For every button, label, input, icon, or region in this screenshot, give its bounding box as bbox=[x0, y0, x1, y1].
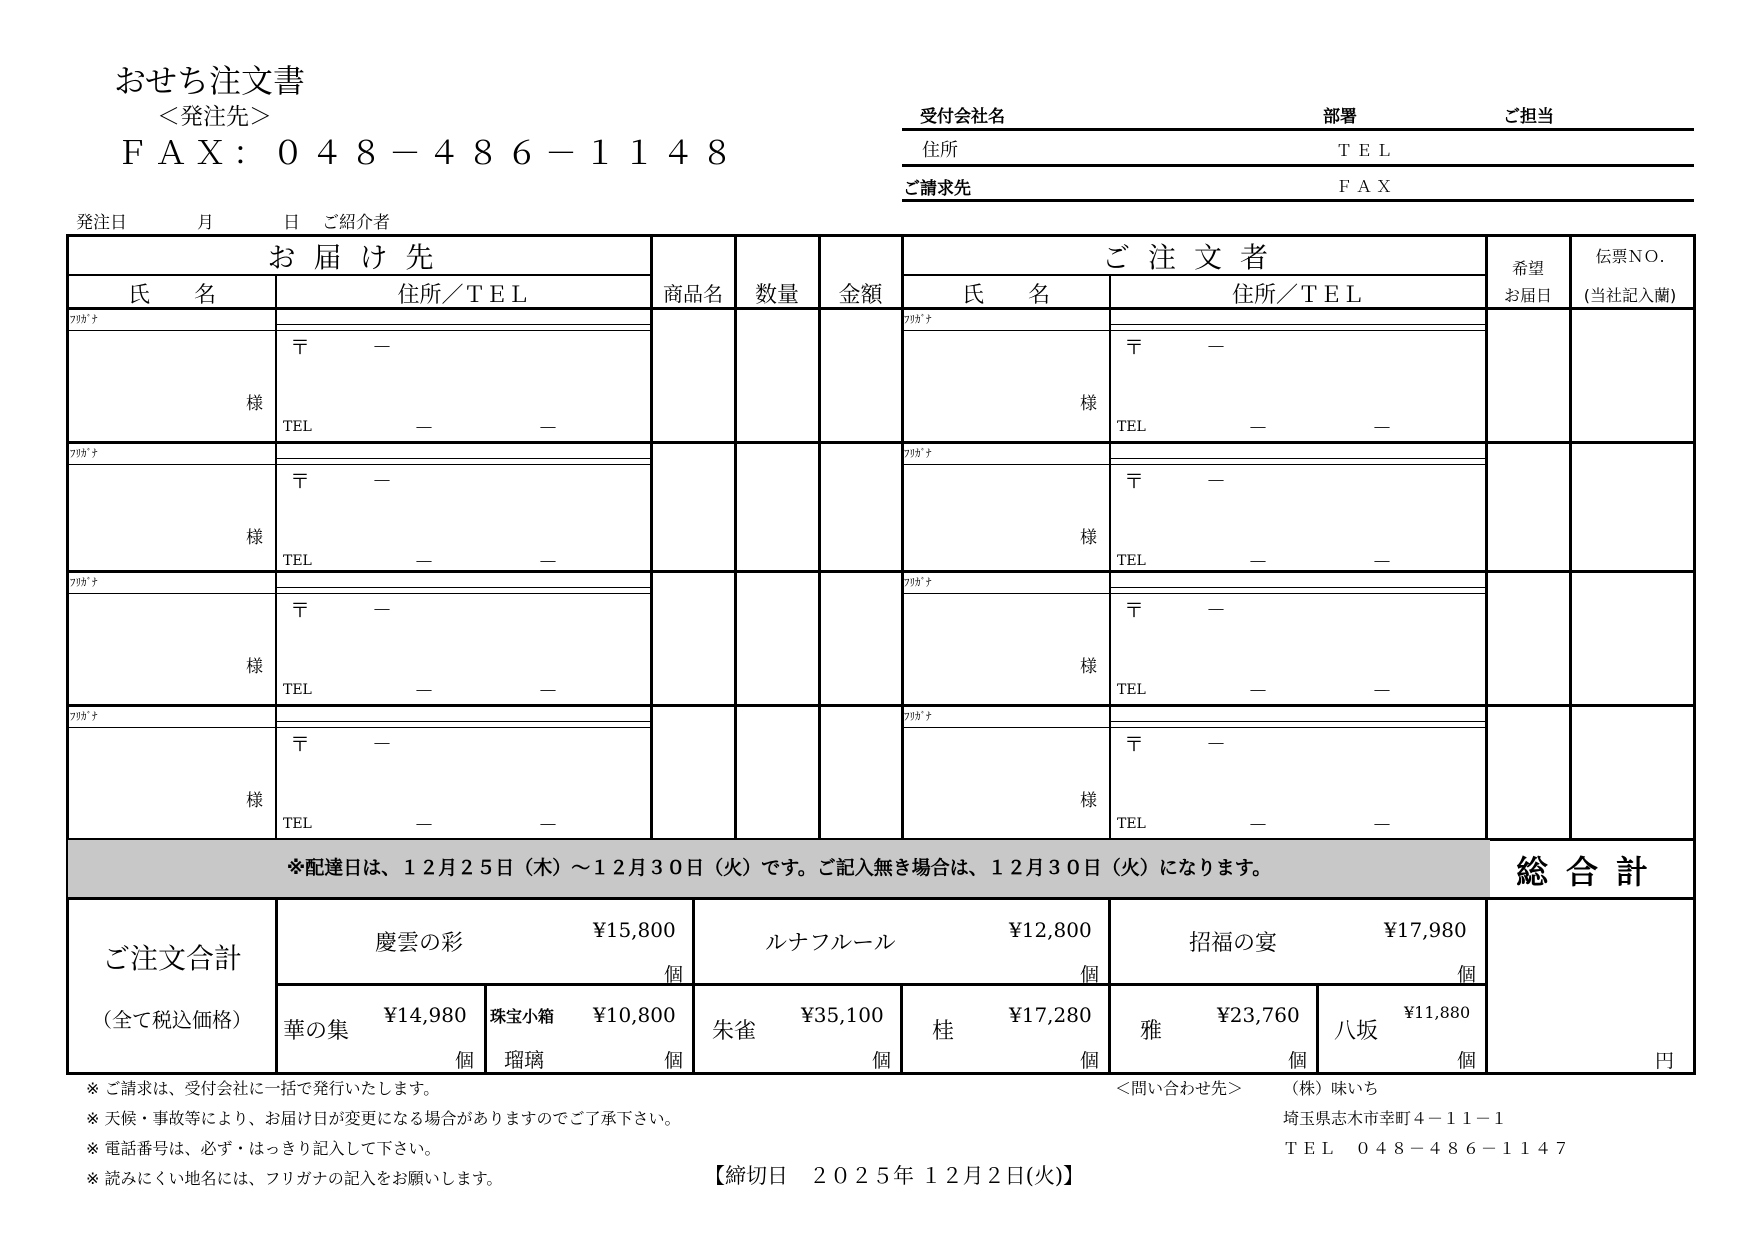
postal-mark: 〒 bbox=[1124, 335, 1144, 359]
desired-date-label-2: お届日 bbox=[1503, 286, 1552, 305]
receiver-fax-label: ＦＡＸ bbox=[1336, 177, 1397, 196]
day-label: 日 bbox=[283, 213, 300, 233]
table-line bbox=[277, 727, 650, 728]
unit-label: 個 bbox=[1288, 1050, 1308, 1072]
tel-dash: － bbox=[538, 416, 558, 440]
honorific-label: 様 bbox=[246, 791, 263, 811]
unit-label: 個 bbox=[1457, 1050, 1477, 1072]
product-name: 華の集 bbox=[283, 1019, 350, 1044]
orderer-address-tel-label: 住所／ＴＥＬ bbox=[1231, 283, 1364, 308]
product-price: ¥15,800 bbox=[593, 918, 676, 942]
tel-dash: － bbox=[1372, 813, 1392, 837]
table-line bbox=[1111, 464, 1485, 465]
footnote: ※ 天候・事故等により、お届け日が変更になる場合がありますのでご了承下さい。 bbox=[86, 1109, 681, 1128]
postal-dash: － bbox=[1206, 335, 1226, 359]
unit-label: 個 bbox=[1080, 1050, 1100, 1072]
table-line bbox=[650, 234, 653, 838]
table-line bbox=[277, 458, 650, 459]
destination-label: ＜発注先＞ bbox=[157, 104, 272, 130]
furigana-label: ﾌﾘｶﾞﾅ bbox=[70, 576, 98, 589]
divider bbox=[902, 128, 1694, 131]
table-line bbox=[1693, 234, 1696, 1075]
postal-mark: 〒 bbox=[290, 598, 310, 622]
furigana-label: ﾌﾘｶﾞﾅ bbox=[904, 710, 932, 723]
order-total-label: ご注文合計 bbox=[101, 942, 242, 975]
table-line bbox=[277, 330, 650, 331]
postal-mark: 〒 bbox=[1124, 469, 1144, 493]
tel-label: TEL bbox=[1117, 816, 1146, 832]
unit-label: 個 bbox=[455, 1050, 475, 1072]
postal-dash: － bbox=[372, 335, 392, 359]
product-name: 慶雲の彩 bbox=[375, 931, 464, 956]
month-label: 月 bbox=[197, 213, 214, 233]
page-title: おせち注文書 bbox=[114, 62, 306, 100]
postal-mark: 〒 bbox=[290, 732, 310, 756]
product-price: ¥17,280 bbox=[1009, 1003, 1092, 1027]
table-line bbox=[69, 727, 275, 728]
quantity-label: 数量 bbox=[754, 283, 799, 308]
product-name: 朱雀 bbox=[712, 1019, 757, 1044]
product-name: 八坂 bbox=[1334, 1019, 1379, 1044]
table-line bbox=[734, 234, 737, 838]
table-line bbox=[1485, 234, 1488, 838]
honorific-label: 様 bbox=[246, 394, 263, 414]
table-line bbox=[275, 983, 1485, 986]
tel-dash: － bbox=[414, 679, 434, 703]
product-price: ¥35,100 bbox=[801, 1003, 884, 1027]
postal-mark: 〒 bbox=[290, 335, 310, 359]
table-line bbox=[277, 587, 650, 588]
tel-dash: － bbox=[538, 550, 558, 574]
product-name: ルナフルール bbox=[765, 931, 896, 956]
postal-mark: 〒 bbox=[1124, 732, 1144, 756]
tel-label: TEL bbox=[1117, 553, 1146, 569]
product-name-2: 瑠璃 bbox=[504, 1048, 544, 1072]
honorific-label: 様 bbox=[246, 657, 263, 677]
table-line bbox=[1111, 330, 1485, 331]
postal-dash: － bbox=[372, 732, 392, 756]
postal-mark: 〒 bbox=[1124, 598, 1144, 622]
furigana-label: ﾌﾘｶﾞﾅ bbox=[904, 576, 932, 589]
tel-dash: － bbox=[1248, 550, 1268, 574]
honorific-label: 様 bbox=[1080, 528, 1097, 548]
grand-total-label: 総合計 bbox=[1515, 853, 1666, 891]
table-line bbox=[1111, 324, 1485, 325]
divider bbox=[902, 199, 1694, 202]
table-line bbox=[277, 324, 650, 325]
honorific-label: 様 bbox=[1080, 791, 1097, 811]
tel-dash: － bbox=[1248, 679, 1268, 703]
order-date-label: 発注日 bbox=[76, 213, 127, 233]
table-line bbox=[69, 464, 275, 465]
delivery-header: お届け先 bbox=[267, 241, 452, 274]
table-line bbox=[66, 704, 1696, 707]
postal-dash: － bbox=[372, 598, 392, 622]
product-name: 雅 bbox=[1140, 1019, 1163, 1044]
product-price: ¥12,800 bbox=[1009, 918, 1092, 942]
table-line bbox=[1111, 593, 1485, 594]
unit-label: 個 bbox=[664, 964, 684, 986]
table-line bbox=[818, 234, 821, 838]
table-line bbox=[1111, 727, 1485, 728]
slip-number-label: 伝票ＮＯ. bbox=[1595, 247, 1665, 266]
table-line bbox=[484, 983, 487, 1072]
tel-dash: － bbox=[414, 550, 434, 574]
person-in-charge-label: ご担当 bbox=[1503, 107, 1554, 127]
furigana-label: ﾌﾘｶﾞﾅ bbox=[70, 447, 98, 460]
table-line bbox=[904, 330, 1109, 331]
table-line bbox=[904, 593, 1109, 594]
product-price: ¥17,980 bbox=[1384, 918, 1467, 942]
contact-company: （株）味いち bbox=[1283, 1079, 1380, 1098]
tel-dash: － bbox=[1372, 416, 1392, 440]
product-name: 桂 bbox=[932, 1019, 955, 1044]
tel-dash: － bbox=[414, 416, 434, 440]
tel-dash: － bbox=[1248, 813, 1268, 837]
postal-mark: 〒 bbox=[290, 469, 310, 493]
table-line bbox=[692, 897, 695, 1072]
table-line bbox=[1109, 274, 1111, 838]
furigana-label: ﾌﾘｶﾞﾅ bbox=[904, 313, 932, 326]
yen-label: 円 bbox=[1655, 1050, 1675, 1072]
product-price: ¥14,980 bbox=[384, 1003, 467, 1027]
table-line bbox=[69, 330, 275, 331]
tel-dash: － bbox=[538, 679, 558, 703]
delivery-name-label: 氏 名 bbox=[127, 283, 216, 308]
tel-dash: － bbox=[1372, 679, 1392, 703]
unit-label: 個 bbox=[664, 1050, 684, 1072]
product-name: 珠宝小箱 bbox=[490, 1007, 555, 1026]
receiver-tel-label: ＴＥＬ bbox=[1336, 141, 1397, 160]
unit-label: 個 bbox=[1457, 964, 1477, 986]
table-line bbox=[1111, 458, 1485, 459]
honorific-label: 様 bbox=[246, 528, 263, 548]
furigana-label: ﾌﾘｶﾞﾅ bbox=[70, 710, 98, 723]
order-fax-number: ＦＡＸ：０４８－４８６－１１４８ bbox=[116, 134, 741, 172]
orderer-header: ご注文者 bbox=[1101, 241, 1286, 274]
table-line bbox=[1316, 983, 1319, 1072]
tel-dash: － bbox=[414, 813, 434, 837]
tel-dash: － bbox=[1372, 550, 1392, 574]
delivery-date-notice: ※配達日は、１２月２５日（木）～１２月３０日（火）です。ご記入無き場合は、１２月３０日（火）になります。 bbox=[286, 857, 1272, 879]
contact-tel: ＴＥＬ ０４８－４８６－１１４７ bbox=[1283, 1139, 1572, 1158]
product-name-label: 商品名 bbox=[663, 282, 723, 306]
referrer-label: ご紹介者 bbox=[322, 213, 390, 233]
orderer-name-label: 氏 名 bbox=[961, 283, 1050, 308]
postal-dash: － bbox=[1206, 469, 1226, 493]
delivery-address-tel-label: 住所／ＴＥＬ bbox=[397, 283, 530, 308]
deadline: 【締切日 ２０２５年 １２月２日(火)】 bbox=[704, 1164, 1085, 1188]
unit-label: 個 bbox=[872, 1050, 892, 1072]
table-line bbox=[277, 721, 650, 722]
furigana-label: ﾌﾘｶﾞﾅ bbox=[904, 447, 932, 460]
amount-label: 金額 bbox=[838, 283, 883, 308]
billing-label: ご請求先 bbox=[903, 179, 971, 199]
table-line bbox=[275, 274, 277, 838]
table-line bbox=[277, 593, 650, 594]
table-line bbox=[1111, 587, 1485, 588]
honorific-label: 様 bbox=[1080, 657, 1097, 677]
tel-label: TEL bbox=[283, 816, 312, 832]
product-price: ¥23,760 bbox=[1217, 1003, 1300, 1027]
table-line bbox=[900, 983, 903, 1072]
honorific-label: 様 bbox=[1080, 394, 1097, 414]
tel-dash: － bbox=[538, 813, 558, 837]
footnote: ※ ご請求は、受付会社に一括で発行いたします。 bbox=[86, 1079, 440, 1098]
table-line bbox=[904, 727, 1109, 728]
table-line bbox=[66, 897, 1696, 900]
slip-number-note: (当社記入蘭) bbox=[1583, 286, 1677, 305]
footnote: ※ 電話番号は、必ず・はっきり記入して下さい。 bbox=[86, 1139, 441, 1158]
receiving-company-label: 受付会社名 bbox=[920, 107, 1005, 127]
table-line bbox=[1108, 897, 1111, 1072]
tel-label: TEL bbox=[283, 419, 312, 435]
tel-label: TEL bbox=[283, 553, 312, 569]
furigana-label: ﾌﾘｶﾞﾅ bbox=[70, 313, 98, 326]
table-line bbox=[1111, 721, 1485, 722]
postal-dash: － bbox=[1206, 598, 1226, 622]
postal-dash: － bbox=[1206, 732, 1226, 756]
table-line bbox=[904, 464, 1109, 465]
footnote: ※ 読みにくい地名には、フリガナの記入をお願いします。 bbox=[86, 1169, 503, 1188]
table-line bbox=[66, 570, 1696, 573]
department-label: 部署 bbox=[1323, 107, 1357, 127]
address-label: 住所 bbox=[922, 140, 958, 161]
tel-label: TEL bbox=[1117, 682, 1146, 698]
unit-label: 個 bbox=[1080, 964, 1100, 986]
desired-date-label: 希望 bbox=[1511, 259, 1544, 278]
contact-address: 埼玉県志木市幸町４－１１－１ bbox=[1283, 1109, 1508, 1128]
table-line bbox=[66, 441, 1696, 444]
product-price: ¥11,880 bbox=[1404, 1003, 1471, 1022]
divider bbox=[902, 164, 1694, 167]
table-line bbox=[277, 464, 650, 465]
product-name: 招福の宴 bbox=[1189, 931, 1278, 956]
contact-label: ＜問い合わせ先＞ bbox=[1115, 1079, 1244, 1098]
tax-included-note: （全て税込価格） bbox=[92, 1008, 252, 1032]
table-line bbox=[69, 593, 275, 594]
postal-dash: － bbox=[372, 469, 392, 493]
product-price: ¥10,800 bbox=[593, 1003, 676, 1027]
tel-dash: － bbox=[1248, 416, 1268, 440]
tel-label: TEL bbox=[283, 682, 312, 698]
table-line bbox=[1569, 234, 1572, 838]
tel-label: TEL bbox=[1117, 419, 1146, 435]
